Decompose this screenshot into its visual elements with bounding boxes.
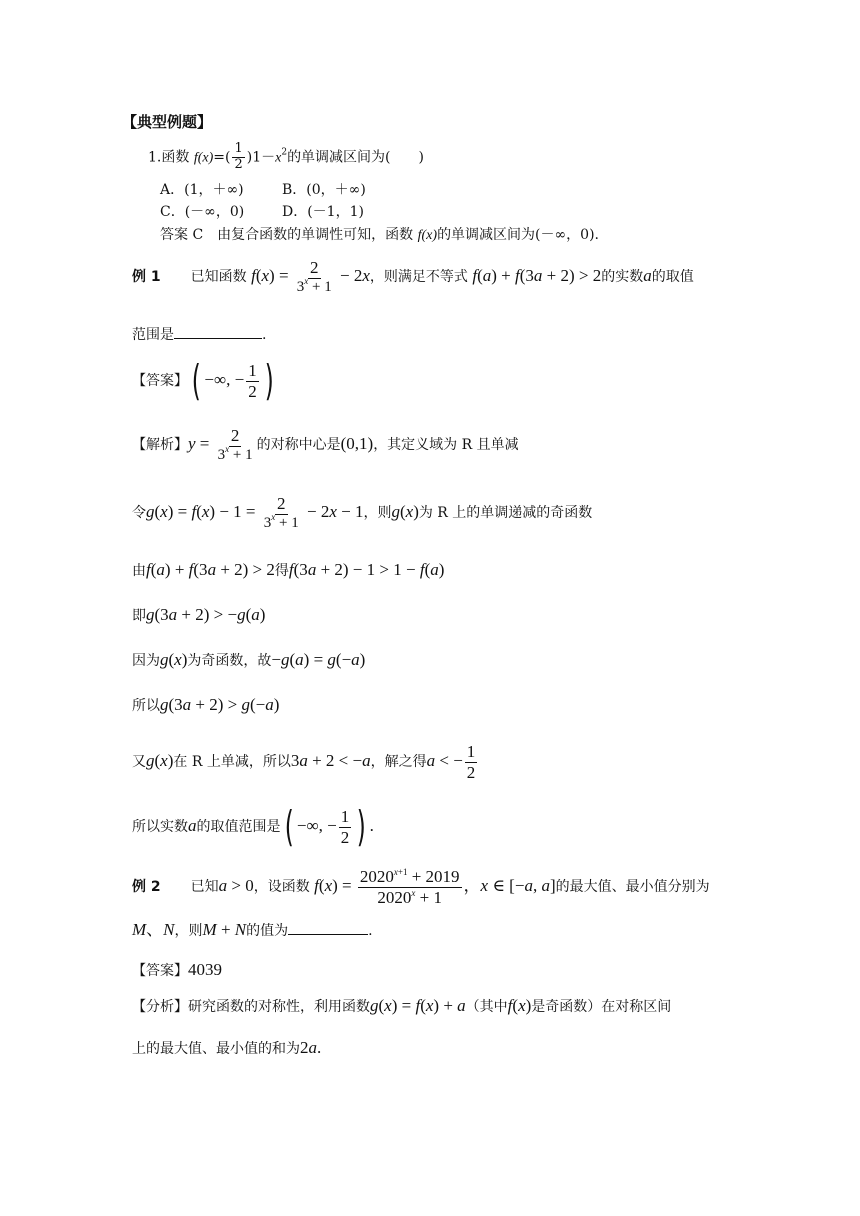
answer-blank — [174, 324, 262, 339]
q1-option-b: B．(0，＋∞) — [282, 182, 366, 198]
example1-conclusion: 所以实数a的取值范围是( −∞, − $\frac{1}{2}$ ) . — [132, 802, 374, 852]
example1-stem: 例 1 已知函数 f(x) = $\frac{2}{3^x + 1}$ − 2x，则满足不等式 f(a) + f(3a + 2) > 2的实数a的取值 — [132, 258, 694, 295]
example2-analysis-2: 上的最大值、最小值的和为2a. — [132, 1038, 322, 1057]
example1-analysis-1: 【解析】y = $\frac{2}{3^x + 1}$ 的对称中心是(0,1)，其定义域为 R 且单减 — [132, 426, 519, 463]
q1-option-d: D．(－1，1) — [282, 204, 364, 220]
q1-answer: 答案 C 由复合函数的单调性可知，函数 f(x)的单调减区间为(－∞，0). — [160, 227, 600, 243]
section-title: 【典型例题】 — [122, 113, 213, 131]
example1-analysis-2: 令g(x) = f(x) − 1 = $\frac{2}{3^x + 1}$ − 2x − 1，则g(x)为 R 上的单调递减的奇函数 — [132, 494, 593, 531]
example2-stem: 例 2 已知a > 0，设函数 f(x) = $\frac{2020^{x+1} + 2019}{2020^x + 1}$ ，x ∈ [−a, a]的最大值、最小值分别为 — [132, 867, 710, 907]
example2-answer: 【答案】4039 — [132, 960, 222, 979]
example1-answer: 【答案】( −∞, − $\frac{1}{2}$ ) — [132, 356, 274, 406]
example1-analysis-7: 又g(x)在 R 上单减，所以3a + 2 < −a，解之得a < − $\frac{1}{2}$ — [132, 742, 476, 782]
example2-stem-2: M、N，则M + N的值为 . — [132, 920, 373, 939]
example1-analysis-6: 所以g(3a + 2) > g(−a) — [132, 695, 280, 714]
q1-option-c: C．(－∞，0) — [160, 204, 245, 220]
answer-blank — [288, 920, 368, 935]
example1-analysis-3: 由f(a) + f(3a + 2) > 2得f(3a + 2) − 1 > 1 − f(a) — [132, 560, 445, 579]
q1-option-a: A．(1，＋∞) — [160, 182, 244, 198]
q1-stem: 1.函数 f(x)=( $\frac{1}{2}$ )$1-x^2$的单调减区间为( ) — [148, 141, 424, 172]
example1-analysis-4: 即g(3a + 2) > −g(a) — [132, 605, 266, 624]
example2-analysis-1: 【分析】研究函数的对称性，利用函数g(x) = f(x) + a（其中f(x)是奇函数）在对称区间 — [132, 996, 672, 1015]
example1-range-line: 范围是 . — [132, 324, 266, 345]
example1-analysis-5: 因为g(x)为奇函数，故−g(a) = g(−a) — [132, 650, 366, 669]
